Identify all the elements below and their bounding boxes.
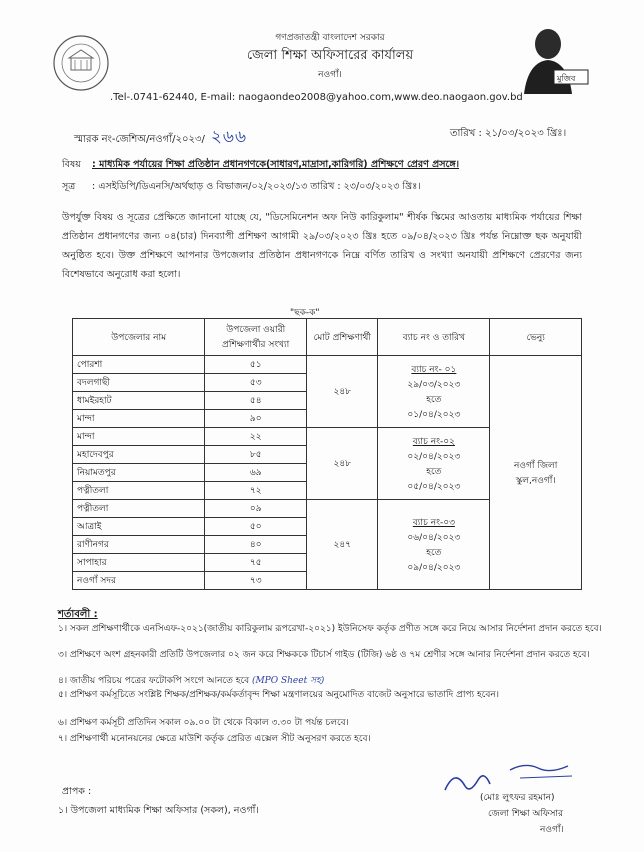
upazila-cell: ধামইরহাট xyxy=(73,392,205,410)
batch-to-word: হতে xyxy=(426,394,442,405)
contact-line: .Tel-.0741-62440, E-mail: naogaondeo2008@yahoo.com,www.deo.naogaon.gov.bd xyxy=(110,92,523,103)
condition-item: ৭। প্রশিক্ষণার্থী মনোনয়নের ক্ষেত্রে মাউশি কর্তৃক প্রেরিত এক্সেল সীট অনুসরণ করতে হবে। xyxy=(58,734,371,744)
upazila-cell: মহাদেবপুর xyxy=(73,446,205,464)
batch-name: ব্যাচ নং-০২ xyxy=(412,436,455,447)
signatory-place: নওগাঁ। xyxy=(540,825,564,835)
signatory-name: (মোঃ লুৎফর রহমান) xyxy=(480,793,555,803)
table-row xyxy=(73,356,582,374)
total-cell: ২৪৭ xyxy=(307,500,378,590)
body-paragraph: উপর্যুক্ত বিষয় ও সূত্রের প্রেক্ষিতে জানানো যাচ্ছে যে, "ডিসেমিনেশন অফ নিউ কারিকুলাম" শীর্ষক স্কিমের আওতায় মাধ্যমিক পর্যায়ের শিক্ষা প্রতিষ্ঠান প্রধানগণের জন্য ০৪(চার) দিনব্যাপী প্রশিক্ষণ আগামী ২৯/০৩/২০২৩ খ্রিঃ হতে ০৯/০৪/২০২৩ খ্রিঃ পর্যন্ত নিম্নোক্ত ছক অনুযায়ী অনুষ্ঠিত হবে। উক্ত প্রশিক্ষণে আপনার উপজেলার প্রতিষ্ঠান প্রধানগণকে নিম্নে বর্ণিত তারিখ ও সংখ্যা অনযায়ী প্রশিক্ষণে প্রেরণের জন্য বিশেষভাবে অনুরোধ করা হলো। xyxy=(62,212,582,280)
subject-label: বিষয় xyxy=(62,159,81,170)
upazila-cell: বদলগাছী xyxy=(73,374,205,392)
condition-item: ৩। প্রশিক্ষণে অংশ গ্রহনকারী প্রতিটি উপজেলার ০২ জন করে শিক্ষককে টিচার্স গাইড (টিজি) ৬ষ্ঠ ও ৭ম শ্রেণীর সঙ্গে আনার নির্দেশনা প্রদান করতে হবে। xyxy=(58,650,590,660)
count-cell: ৫০ xyxy=(205,518,307,536)
condition-text: ৪। জাতীয় পরিচয় পত্রের ফটোকপি সংগে আনতে হবে xyxy=(58,676,250,686)
office-location: নওগাঁ। xyxy=(318,70,342,80)
upazila-cell: নওগাঁ সদর xyxy=(73,572,205,590)
condition-item: ১। সকল প্রশিক্ষণার্থীকে এনসিএফ-২০২১(জাতীয় কারিকুলাম রূপরেখা-২০২১) ইউনিসেফ কর্তৃক প্রণীত সঙ্গে করে নিয়ে আসার নির্দেশনা প্রদান করতে হবে। xyxy=(58,624,602,634)
col-total: মোট প্রশিক্ষণার্থী xyxy=(307,319,378,356)
batch-cell xyxy=(378,428,490,500)
col-batch: ব্যাচ নং ও তারিখ xyxy=(378,319,490,356)
batch-name: ব্যাচ নং-০৩ xyxy=(412,517,455,528)
government-seal-logo xyxy=(52,34,110,92)
upazila-cell: আত্রাই xyxy=(73,518,205,536)
col-count: উপজেলা ওয়ারী প্রশিক্ষণার্থীর সংখ্যা xyxy=(205,319,307,356)
upazila-cell: মান্দা xyxy=(73,410,205,428)
col-upazila: উপজেলার নাম xyxy=(73,319,205,356)
batch-to-word: হতে xyxy=(426,547,442,558)
total-cell: ২৪৮ xyxy=(307,428,378,500)
batch-to: ০৯/০৪/২০২৩ xyxy=(407,562,461,573)
table-header-row xyxy=(73,319,582,356)
source-line xyxy=(62,180,421,195)
venue-cell: নওগাঁ জিলা স্কুল,নওগাঁ। xyxy=(490,356,582,590)
count-cell: ৫৩ xyxy=(205,374,307,392)
count-cell: ৯০ xyxy=(205,410,307,428)
conditions-title: শর্তাবলী : xyxy=(58,609,98,620)
batch-to: ০৫/০৪/২০২৩ xyxy=(407,481,461,492)
count-cell: ৭২ xyxy=(205,482,307,500)
recipient-title: প্রাপক : xyxy=(62,786,92,797)
condition-item: ৬। প্রশিক্ষণ কর্মসূচী প্রতিদিন সকাল ০৯.০০ টা থেকে বিকাল ৩.৩০ টা পর্যন্ত চলবে। xyxy=(58,718,349,728)
signatory-title: জেলা শিক্ষা অফিসার xyxy=(488,809,563,819)
batch-to-word: হতে xyxy=(426,466,442,477)
source-text: : এসইডিপি/ডিএনসি/অর্থছাড় ও বিভাজন/০২/২০২৩/১৩ তারিখ : ২৩/০৩/২০২৩ খ্রিঃ। xyxy=(92,181,421,192)
schedule-table xyxy=(72,318,582,590)
handwritten-note: (MPO Sheet সহ) xyxy=(251,676,325,686)
memo-date: তারিখ : ২১/০৩/২০২৩ খ্রিঃ। xyxy=(450,128,567,139)
upazila-cell: রাণীনগর xyxy=(73,536,205,554)
batch-name: ব্যাচ নং- ০১ xyxy=(411,364,457,375)
office-heading: জেলা শিক্ষা অফিসারের কার্যালয় xyxy=(246,48,414,63)
batch-from: ০৬/০৪/২০২৩ xyxy=(407,532,461,543)
condition-item: ৫। প্রশিক্ষণ কর্মসূচিতে সংশ্লিষ্ট শিক্ষক/প্রশিক্ষক/কর্মকর্তাবৃন্দ শিক্ষা মন্ত্রণালয়ের অনুমোদিত বাজেট অনুসারে ভাতাদি প্রাপ্য হবেন। xyxy=(58,690,499,700)
condition-item xyxy=(58,675,618,688)
subject-text: : মাধ্যমিক পর্যায়ের শিক্ষা প্রতিষ্ঠান প্রধানগণকে(সাধারণ,মাদ্রাসা,কারিগরি) প্রশিক্ষণে প্রেরণ প্রসঙ্গে। xyxy=(92,159,460,170)
count-cell: ৭৩ xyxy=(205,572,307,590)
table-caption: "ছক-ক" xyxy=(290,308,320,318)
batch-from: ২৯/০৩/২০২৩ xyxy=(407,379,461,390)
memo-prefix: স্মারক নং-জেশিঅ/নওগাঁ/২০২৩/ xyxy=(74,134,205,145)
col-venue: ভেন্যু xyxy=(490,319,582,356)
govt-heading: গণপ্রজাতন্ত্রী বাংলাদেশ সরকার xyxy=(275,33,385,43)
commemorative-portrait xyxy=(510,20,590,100)
upazila-cell: পোরশা xyxy=(73,356,205,374)
upazila-cell: মান্দা xyxy=(73,428,205,446)
upazila-cell: পত্নীতলা xyxy=(73,500,205,518)
memo-number xyxy=(74,124,247,152)
batch-from: ০২/০৪/২০২৩ xyxy=(407,451,461,462)
batch-to: ০১/০৪/২০২৩ xyxy=(407,409,461,420)
memo-handwritten-number: ২৬৬ xyxy=(210,127,248,147)
count-cell: ৬৯ xyxy=(205,464,307,482)
count-cell: ৫১ xyxy=(205,356,307,374)
recipient-item: ১। উপজেলা মাধ্যমিক শিক্ষা অফিসার (সকল), নওগাঁ। xyxy=(58,805,259,816)
upazila-cell: পত্নীতলা xyxy=(73,482,205,500)
count-cell: ৭৫ xyxy=(205,554,307,572)
count-cell: ০৯ xyxy=(205,500,307,518)
subject-line xyxy=(62,158,459,173)
count-cell: ৫৪ xyxy=(205,392,307,410)
upazila-cell: নিয়ামতপুর xyxy=(73,464,205,482)
count-cell: ২২ xyxy=(205,428,307,446)
batch-cell xyxy=(378,356,490,428)
upazila-cell: সাপাহার xyxy=(73,554,205,572)
svg-text:মুজিব: মুজিব xyxy=(557,74,576,83)
source-label: সূত্র xyxy=(62,181,76,192)
count-cell: ৮৫ xyxy=(205,446,307,464)
total-cell: ২৪৮ xyxy=(307,356,378,428)
batch-cell xyxy=(378,500,490,590)
count-cell: ৪০ xyxy=(205,536,307,554)
